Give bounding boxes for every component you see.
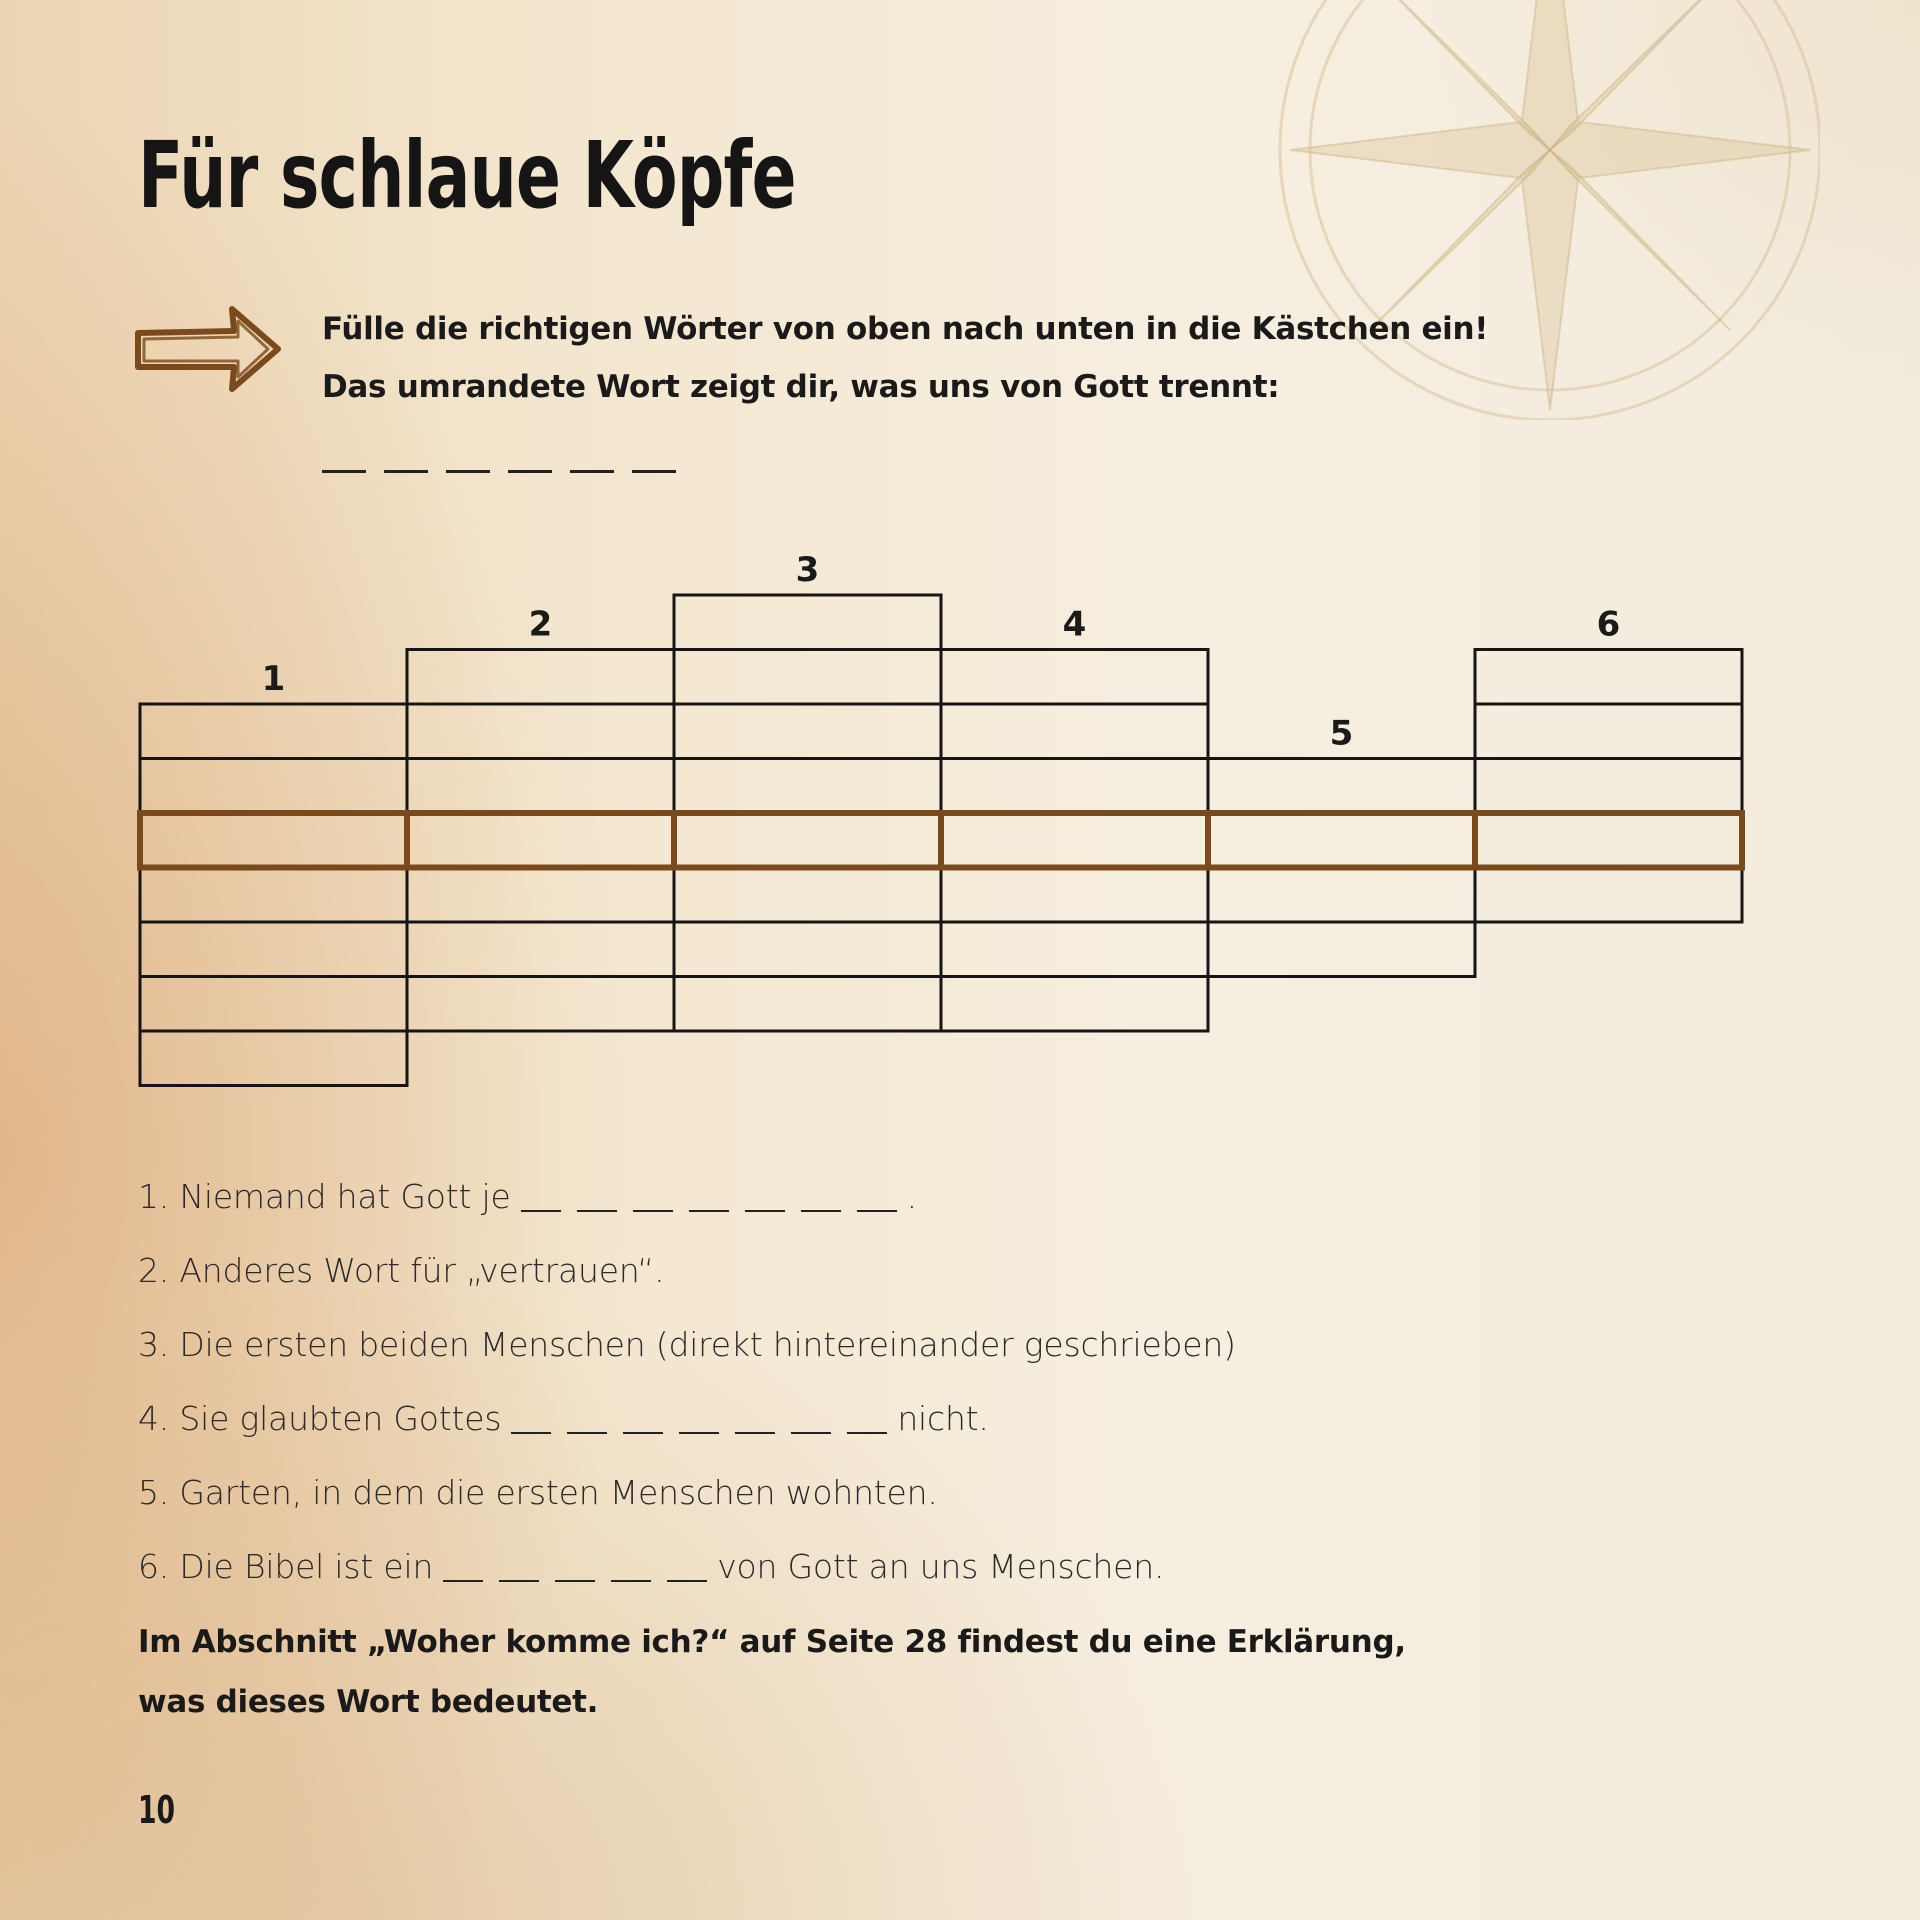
clue-item	[138, 1234, 1236, 1308]
clue-item	[138, 1160, 1236, 1234]
answer-blank[interactable]	[446, 470, 490, 473]
answer-blank[interactable]	[508, 470, 552, 473]
puzzle-cell[interactable]	[1475, 650, 1742, 705]
instructions	[322, 300, 1488, 416]
clue-text-after: .	[906, 1177, 917, 1216]
puzzle-cell[interactable]	[1475, 868, 1742, 923]
letter-blank[interactable]	[499, 1580, 539, 1582]
clue-blanks[interactable]	[511, 1404, 887, 1434]
column-number: 3	[795, 550, 820, 590]
puzzle-cell[interactable]	[407, 868, 674, 923]
highlighted-cell[interactable]	[1475, 813, 1742, 868]
page-title: Für schlaue Köpfe	[138, 122, 796, 229]
highlighted-cell[interactable]	[674, 813, 941, 868]
clue-text: 1. Niemand hat Gott je	[138, 1177, 511, 1216]
puzzle-cell[interactable]	[941, 868, 1208, 923]
highlighted-cell[interactable]	[140, 813, 407, 868]
letter-blank[interactable]	[633, 1210, 673, 1212]
column-number: 6	[1596, 604, 1621, 645]
footer-line-1: Im Abschnitt „Woher komme ich?“ auf Seite 28 findest du eine Erklärung,	[138, 1624, 1406, 1660]
puzzle-cell[interactable]	[140, 922, 407, 977]
letter-blank[interactable]	[577, 1210, 617, 1212]
puzzle-cell[interactable]	[140, 977, 407, 1032]
letter-blank[interactable]	[735, 1432, 775, 1434]
puzzle-cell[interactable]	[407, 650, 674, 705]
puzzle-cell[interactable]	[1208, 868, 1475, 923]
puzzle-cell[interactable]	[140, 813, 407, 868]
puzzle-cell[interactable]	[1208, 813, 1475, 868]
letter-blank[interactable]	[443, 1580, 483, 1582]
puzzle-cell[interactable]	[140, 1031, 407, 1086]
clue-item	[138, 1382, 1236, 1456]
puzzle-cell[interactable]	[407, 922, 674, 977]
letter-blank[interactable]	[611, 1580, 651, 1582]
puzzle-cell[interactable]	[1475, 813, 1742, 868]
letter-blank[interactable]	[679, 1432, 719, 1434]
instruction-line-2: Das umrandete Wort zeigt dir, was uns von Gott trennt:	[322, 369, 1280, 405]
highlighted-cell[interactable]	[407, 813, 674, 868]
puzzle-cell[interactable]	[407, 977, 674, 1032]
clue-text: 4. Sie glaubten Gottes	[138, 1399, 502, 1438]
footer-note	[138, 1612, 1406, 1732]
letter-blank[interactable]	[847, 1432, 887, 1434]
column-number: 5	[1329, 713, 1354, 754]
clue-text-after: nicht.	[897, 1399, 989, 1438]
crossword-grid	[130, 540, 1760, 1100]
puzzle-cell[interactable]	[407, 759, 674, 814]
puzzle-cell[interactable]	[407, 704, 674, 759]
column-number: 1	[261, 659, 286, 699]
letter-blank[interactable]	[521, 1210, 561, 1212]
clue-item	[138, 1308, 1236, 1382]
puzzle-cell[interactable]	[941, 813, 1208, 868]
puzzle-cell[interactable]	[140, 868, 407, 923]
clue-blanks[interactable]	[443, 1552, 707, 1582]
clue-text: 2. Anderes Wort für „vertrauen“.	[138, 1251, 665, 1290]
puzzle-cell[interactable]	[674, 977, 941, 1032]
puzzle-cell[interactable]	[941, 650, 1208, 705]
column-number: 4	[1062, 604, 1087, 645]
letter-blank[interactable]	[857, 1210, 897, 1212]
answer-blank[interactable]	[384, 470, 428, 473]
puzzle-cell[interactable]	[1208, 922, 1475, 977]
page-number: 10	[138, 1788, 176, 1832]
highlighted-cell[interactable]	[1208, 813, 1475, 868]
clue-item	[138, 1530, 1236, 1604]
answer-blank[interactable]	[570, 470, 614, 473]
clue-text-after: von Gott an uns Menschen.	[717, 1547, 1165, 1586]
answer-blank[interactable]	[322, 470, 366, 473]
puzzle-cell[interactable]	[674, 813, 941, 868]
puzzle-cell[interactable]	[941, 977, 1208, 1032]
footer-line-2: was dieses Wort bedeutet.	[138, 1684, 599, 1720]
letter-blank[interactable]	[623, 1432, 663, 1434]
puzzle-cell[interactable]	[407, 813, 674, 868]
clue-text: 3. Die ersten beiden Menschen (direkt hintereinander geschrieben)	[138, 1325, 1236, 1364]
clue-text: 5. Garten, in dem die ersten Menschen wohnten.	[138, 1473, 938, 1512]
letter-blank[interactable]	[667, 1580, 707, 1582]
letter-blank[interactable]	[791, 1432, 831, 1434]
right-arrow-icon	[134, 305, 284, 395]
letter-blank[interactable]	[801, 1210, 841, 1212]
clue-text: 6. Die Bibel ist ein	[138, 1547, 434, 1586]
puzzle-cell[interactable]	[674, 704, 941, 759]
instruction-line-1: Fülle die richtigen Wörter von oben nach unten in die Kästchen ein!	[322, 311, 1489, 347]
puzzle-cell[interactable]	[941, 759, 1208, 814]
puzzle-cell[interactable]	[140, 759, 407, 814]
puzzle-cell[interactable]	[140, 704, 407, 759]
puzzle-cell[interactable]	[941, 704, 1208, 759]
answer-blank[interactable]	[632, 470, 676, 473]
puzzle-cell[interactable]	[1475, 759, 1742, 814]
answer-blanks[interactable]	[322, 440, 676, 473]
puzzle-cell[interactable]	[1208, 759, 1475, 814]
letter-blank[interactable]	[567, 1432, 607, 1434]
puzzle-cell[interactable]	[674, 868, 941, 923]
highlighted-cell[interactable]	[941, 813, 1208, 868]
puzzle-cell[interactable]	[1475, 704, 1742, 759]
clue-item	[138, 1456, 1236, 1530]
puzzle-cell[interactable]	[674, 759, 941, 814]
clue-blanks[interactable]	[521, 1182, 897, 1212]
letter-blank[interactable]	[555, 1580, 595, 1582]
puzzle-cell[interactable]	[674, 595, 941, 650]
letter-blank[interactable]	[511, 1432, 551, 1434]
column-number: 2	[528, 604, 553, 645]
clue-list	[138, 1160, 1236, 1604]
puzzle-cell[interactable]	[674, 650, 941, 705]
puzzle-cell[interactable]	[941, 922, 1208, 977]
letter-blank[interactable]	[745, 1210, 785, 1212]
puzzle-cell[interactable]	[674, 922, 941, 977]
letter-blank[interactable]	[689, 1210, 729, 1212]
